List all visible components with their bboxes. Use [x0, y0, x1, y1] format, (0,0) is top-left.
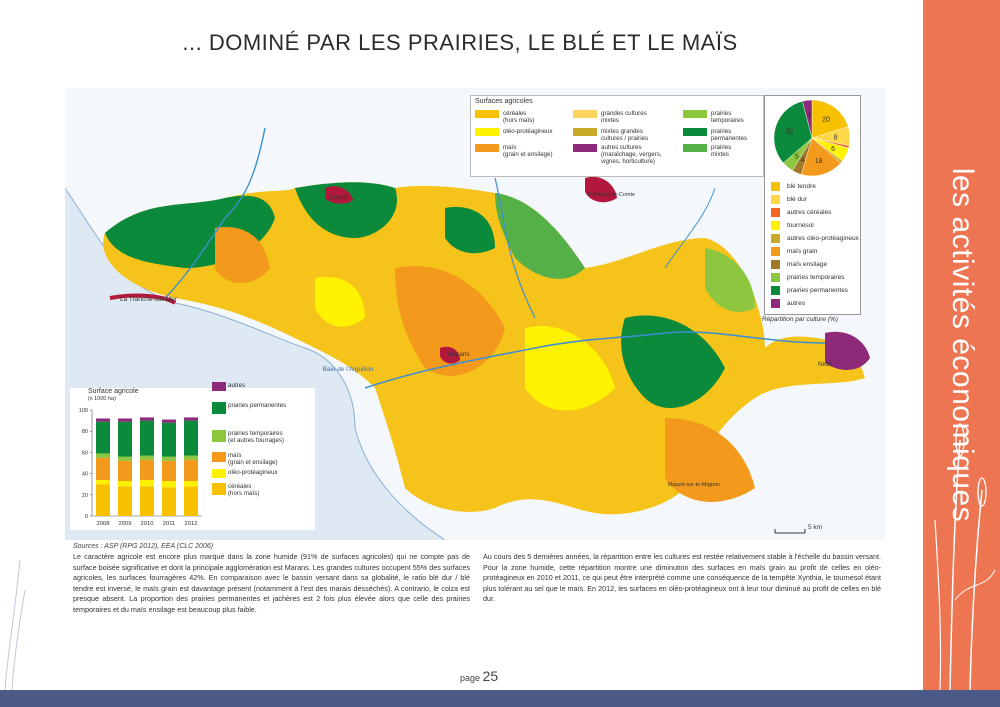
pie-legend-label: prairies temporaires: [787, 274, 845, 281]
map-legend-label: autres cultures (maraîchage, vergers, vignes, horticulture): [601, 144, 662, 165]
pie-legend-swatch: [771, 286, 780, 295]
bar-segment: [96, 480, 110, 484]
page-prefix: page: [460, 673, 481, 683]
y-tick-label: 100: [78, 408, 88, 414]
place-fontenay: Fontenay-le-Comte: [588, 192, 636, 198]
pie-legend-swatch: [771, 299, 780, 308]
bar-segment: [140, 421, 154, 456]
bar-segment: [140, 456, 154, 460]
map-legend-swatch: [573, 144, 597, 152]
pie-slice-label: 32: [785, 128, 794, 136]
pie-legend-label: maïs ensilage: [787, 261, 828, 268]
page-number-value: 25: [482, 668, 499, 684]
bar-legend-swatch: [212, 452, 226, 462]
map-legend: [470, 95, 764, 177]
map-legend-swatch: [573, 128, 597, 136]
bar-segment: [140, 417, 154, 420]
map-legend-label: prairies temporaires: [711, 110, 744, 124]
y-tick-label: 40: [81, 471, 88, 478]
side-title: les activités économiques: [945, 167, 979, 523]
pie-chart: [765, 96, 860, 181]
map-legend-label: mixtes grandes cultures / prairies: [601, 128, 649, 142]
pie-legend-label: prairies permanentes: [787, 287, 849, 294]
pie-slice-label: 6: [831, 145, 836, 153]
bar-legend-swatch: [212, 382, 226, 391]
pie-caption: Répartition par culture (%): [762, 316, 838, 323]
pie-chart-box: [764, 95, 861, 315]
bar-segment: [96, 458, 110, 480]
bar-chart-title: Surface agricole: [88, 388, 139, 395]
scale-label: 5 km: [808, 524, 823, 531]
x-tick-label: 2008: [96, 521, 110, 527]
place-marans: Marans: [448, 351, 470, 358]
pie-legend-label: blé tendre: [787, 183, 816, 190]
bar-segment: [140, 480, 154, 486]
bottom-bar: [0, 690, 1000, 707]
sources-note: Sources : ASP (RPG 2012), EEA (CLC 2006): [73, 543, 214, 550]
bar-segment: [118, 418, 132, 421]
pie-slice-label: 5: [794, 153, 799, 161]
bar-chart: [70, 388, 210, 530]
pie-legend-swatch: [771, 195, 780, 204]
pie-slice-label: 4: [800, 157, 805, 165]
pie-legend-swatch: [771, 221, 780, 230]
pie-legend-label: tournesol: [787, 222, 814, 229]
place-baie-aiguillon: Baie de l'Aiguillon: [322, 366, 374, 373]
map-legend-label: céréales (hors maïs): [503, 110, 535, 124]
bar-segment: [162, 461, 176, 481]
map-legend-label: maïs (grain et ensilage): [503, 144, 553, 158]
y-tick-label: 80: [81, 429, 88, 436]
bar-chart-subtitle: (x 1000 ha): [88, 396, 116, 402]
reed-decoration-icon: [930, 400, 1000, 690]
bar-chart-box: [70, 382, 315, 530]
pie-legend-label: blé dur: [787, 196, 807, 203]
place-lucon: Luçon: [330, 194, 348, 201]
x-tick-label: 2012: [184, 521, 198, 527]
bar-segment: [118, 422, 132, 457]
bar-segment: [118, 457, 132, 461]
bar-segment: [118, 461, 132, 481]
bar-segment: [96, 418, 110, 421]
bar-segment: [118, 481, 132, 486]
bar-legend-label: prairies permanentes: [228, 402, 287, 409]
map-legend-swatch: [683, 144, 707, 152]
pie-legend-label: autres céréales: [787, 209, 832, 216]
pie-slice-label: 4: [807, 112, 811, 120]
bar-legend-label: céréales (hors maïs): [228, 483, 260, 497]
pie-legend-label: autres: [787, 300, 806, 307]
map-legend-label: oléo-protéagineux: [503, 128, 553, 135]
pie-legend-swatch: [771, 260, 780, 269]
bar-segment: [118, 486, 132, 516]
bar-segment: [140, 486, 154, 516]
bar-segment: [140, 460, 154, 480]
x-tick-label: 2009: [118, 521, 132, 527]
pie-legend-swatch: [771, 247, 780, 256]
page-number: [460, 668, 498, 684]
bar-legend-swatch: [212, 402, 226, 414]
bar-segment: [162, 423, 176, 457]
body-text-left: Le caractère agricole est encore plus marqué dans la zone humide (91% de surfaces agricoles) qui ne compte pas de surface boisée significative et dont la principale agglomération est Marans. Les grandes cultures occupent 55% des surfaces agricoles, les surfaces fourragères 42%. En comparaison avec le bassin versant dans sa globalité, le ratio blé dur / blé tendre est inversé, le maïs grain est davantage présent (notamment à l'est des marais desséchés). A contrario, le colza est presque absent. La proportion des prairies permanentes et jachères est 2 fois plus élevée alors que celle des prairies temporaires et du maïs ensilage est beaucoup plus faible.: [73, 552, 470, 614]
grass-decoration-icon: [0, 560, 30, 690]
bar-segment: [162, 487, 176, 516]
map-legend-label: grandes cultures mixtes: [601, 110, 647, 124]
pie-legend-swatch: [771, 208, 780, 217]
map-legend-swatch: [475, 110, 499, 118]
bar-segment: [184, 481, 198, 486]
x-tick-label: 2011: [162, 521, 176, 527]
bar-legend-swatch: [212, 430, 226, 442]
body-text-right: Au cours des 5 dernières années, la répartition entre les cultures est restée relativement stable à l'échelle du bassin versant. Pour la zone humide, cette répartition montre une diminution des surfaces en maïs grain au profit de celles en oléo-protéagineux en 2010 et 2011, ce qui peut être interprété comme une conséquence de la tempête Xynthia, le tournesol étant plus tolérant au sel que le maïs. En 2012, les surfaces en oléo-protéagineux ont à leur tour diminué au profit de celles en blé dur.: [483, 552, 881, 603]
map-legend-swatch: [475, 128, 499, 136]
pie-slice-label: 20: [822, 116, 830, 124]
pie-legend-label: maïs grain: [787, 248, 818, 255]
bar-legend-swatch: [212, 469, 226, 478]
y-tick-label: 20: [81, 492, 88, 499]
x-tick-label: 2010: [140, 521, 154, 527]
bar-segment: [96, 484, 110, 516]
map-legend-swatch: [683, 110, 707, 118]
bar-segment: [184, 486, 198, 516]
pie-slice-label: 18: [814, 158, 823, 166]
y-tick-label: 0: [84, 514, 88, 520]
pie-slice-label: 8: [833, 134, 838, 142]
map-legend-label: prairies permanentes: [711, 128, 748, 142]
map-legend-swatch: [683, 128, 707, 136]
page-title: ... DOMINÉ PAR LES PRAIRIES, LE BLÉ ET LE MAÏS: [182, 30, 738, 55]
bar-segment: [162, 481, 176, 487]
bar-legend-label: oléo-protéagineux: [228, 469, 278, 476]
pie-legend-swatch: [771, 182, 780, 191]
map-legend-swatch: [573, 110, 597, 118]
pie-legend-swatch: [771, 234, 780, 243]
bar-legend-label: prairies temporaires (et autres fourrages): [228, 430, 285, 444]
pie-legend-swatch: [771, 273, 780, 282]
bar-segment: [184, 417, 198, 420]
place-mauze: Mauzé-sur-le-Mignon: [668, 482, 720, 488]
bar-segment: [184, 421, 198, 456]
pie-legend-label: autres oléo-protéagineux: [787, 235, 859, 242]
bar-legend-swatch: [212, 483, 226, 495]
place-la-tranche: La Tranche-sur-Mer: [120, 296, 178, 303]
map-legend-title: Surfaces agricoles: [475, 98, 533, 105]
bar-segment: [184, 456, 198, 460]
bar-segment: [162, 420, 176, 423]
map-legend-swatch: [475, 144, 499, 152]
map-legend-label: prairies mixtes: [711, 144, 732, 158]
y-tick-label: 60: [81, 450, 88, 457]
bar-segment: [184, 460, 198, 481]
bar-segment: [162, 457, 176, 461]
bar-segment: [96, 453, 110, 457]
place-niort: Niort: [818, 361, 832, 368]
bar-legend-label: maïs (grain et ensilage): [228, 452, 278, 466]
bar-legend-label: autres: [228, 382, 246, 389]
bar-segment: [96, 422, 110, 454]
